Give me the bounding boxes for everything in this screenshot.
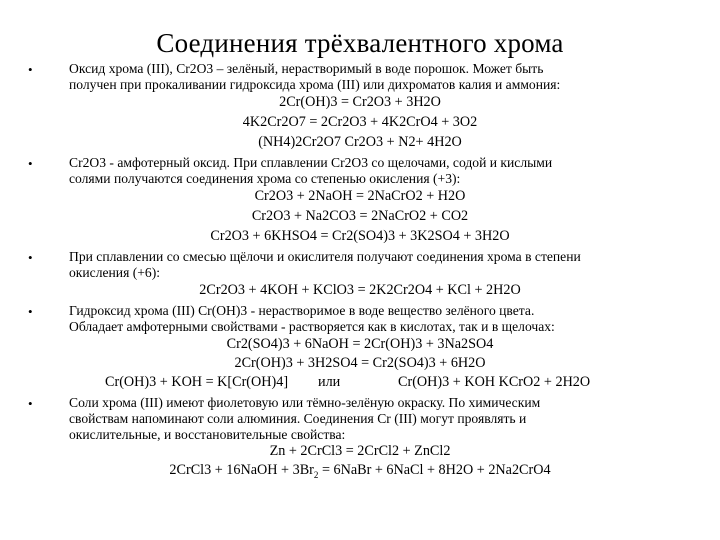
equation-5-2-part-a: 2CrCl3 + 16NaOH + 3Br [169, 462, 314, 478]
bullet-marker: • [28, 62, 33, 77]
bullet-marker: • [28, 250, 33, 265]
bullet-marker: • [28, 396, 33, 411]
equation-5-2-subscript: 2 [313, 469, 319, 480]
bullet-3-line-2: окисления (+6): [69, 265, 161, 280]
bullet-1-line-1: Оксид хрома (III), Cr2O3 – зелёный, нерастворимый в воде порошок. Может быть [69, 61, 544, 76]
bullet-4-line-2: Обладает амфотерными свойствами - растворяется как в кислотах, так и в щелочах: [69, 319, 555, 334]
bullet-1-line-2: получен при прокаливании гидроксида хрома (III) или дихроматов калия и аммония: [69, 77, 561, 92]
equation-5-2 [40, 462, 680, 484]
bullet-marker: • [28, 156, 33, 171]
bullet-5-line-1: Соли хрома (III) имеют фиолетовую или тёмно-зелёную окраску. По химическим [69, 395, 541, 410]
equation-4-2: 2Cr(OH)3 + 3H2SO4 = Cr2(SO4)3 + 6H2O [234, 355, 486, 371]
equation-3-1: 2Cr2O3 + 4KOH + KClO3 = 2K2Cr2O4 + KCl + 2H2O [199, 282, 521, 298]
equation-5-1: Zn + 2CrCl3 = 2CrCl2 + ZnCl2 [269, 443, 451, 459]
equation-4-3-right: Cr(OH)3 + KOH KCrO2 + 2H2O [398, 374, 591, 390]
equation-2-2: Cr2O3 + Na2CO3 = 2NaCrO2 + CO2 [251, 208, 469, 224]
bullet-2-line-1: Cr2O3 - амфотерный оксид. При сплавлении Cr2O3 со щелочами, содой и кислыми [69, 155, 553, 170]
bullet-5-line-3: окислительные, и восстановительные свойства: [69, 427, 346, 442]
equation-4-3-left: Cr(OH)3 + KOH = K[Cr(OH)4] [105, 374, 289, 390]
bullet-4-line-1: Гидроксид хрома (III) Cr(OH)3 - нерастворимое в воде вещество зелёного цвета. [69, 303, 535, 318]
equation-5-2-part-b: = 6NaBr + 6NaCl + 8H2O + 2Na2CrO4 [318, 462, 551, 478]
equation-2-3: Cr2O3 + 6KHSO4 = Cr2(SO4)3 + 3K2SO4 + 3H2O [210, 228, 510, 244]
bullet-5-line-2: свойствам напоминают соли алюминия. Соединения Cr (III) могут проявлять и [69, 411, 527, 426]
bullet-2-line-2: солями получаются соединения хрома со степенью окисления (+3): [69, 171, 461, 186]
bullet-3-line-1: При сплавлении со смесью щёлочи и окислителя получают соединения хрома в степени [69, 249, 581, 264]
equation-4-1: Cr2(SO4)3 + 6NaOH = 2Cr(OH)3 + 3Na2SO4 [226, 336, 494, 352]
equation-4-3-connector: или [318, 374, 341, 390]
slide-title: Соединения трёхвалентного хрома [156, 28, 564, 58]
equation-1-1: 2Cr(OH)3 = Cr2O3 + 3H2O [279, 94, 441, 110]
equation-2-1: Cr2O3 + 2NaOH = 2NaCrO2 + H2O [254, 188, 466, 204]
equation-1-2: 4K2Cr2O7 = 2Cr2O3 + 4K2CrO4 + 3O2 [242, 114, 478, 130]
bullet-marker: • [28, 304, 33, 319]
equation-1-3: (NH4)2Cr2O7 Cr2O3 + N2+ 4H2O [258, 134, 462, 150]
